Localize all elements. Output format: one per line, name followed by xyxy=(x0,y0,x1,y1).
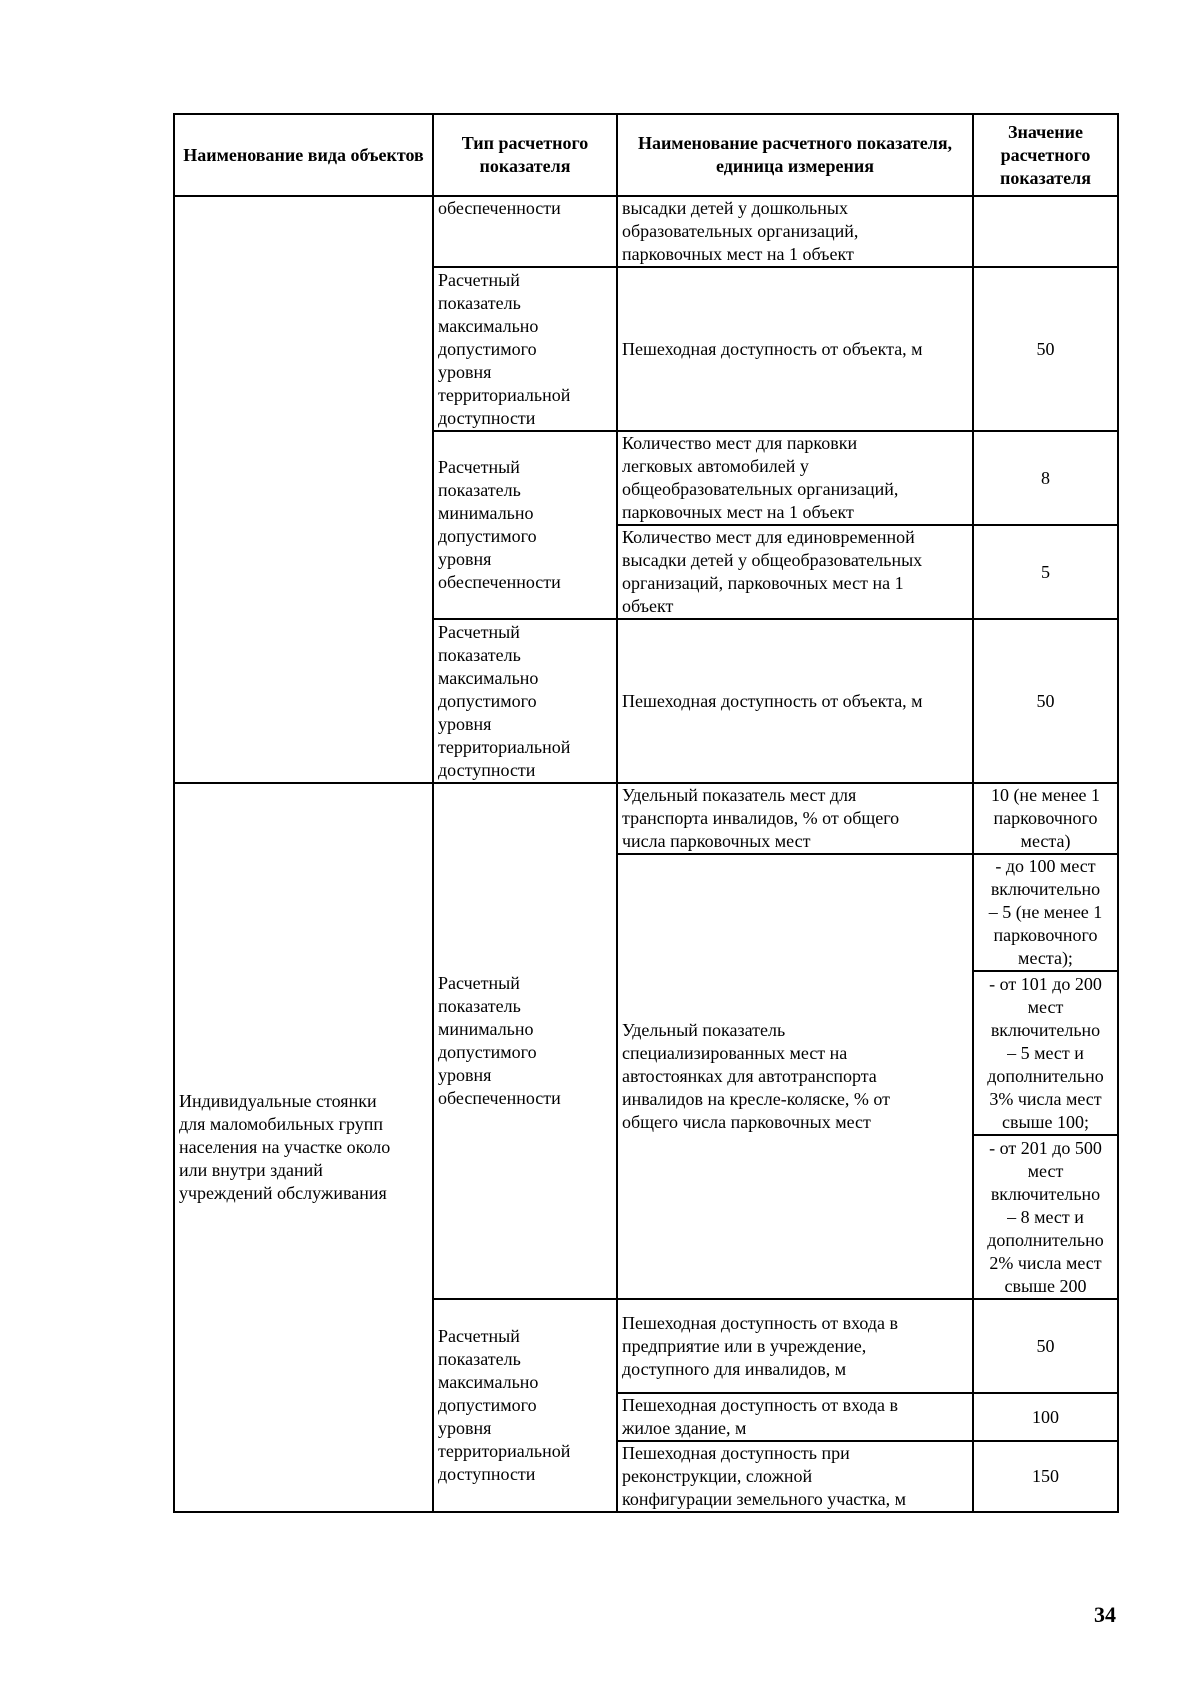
indicator-type-cell: Расчетный показатель минимально допустимого уровня обеспеченности xyxy=(433,783,617,1299)
indicators-table xyxy=(173,113,1119,1513)
header-indicator-value: Значение расчетного показателя xyxy=(973,114,1118,196)
indicator-name-cell: Пешеходная доступность от входа в предприятие или в учреждение, доступного для инвалидов, м xyxy=(617,1299,973,1393)
page-number: 34 xyxy=(1094,1602,1116,1627)
table-row xyxy=(174,783,1118,854)
indicator-value-cell xyxy=(973,196,1118,267)
object-cell: Индивидуальные стоянки для маломобильных групп населения на участке около или внутри зданий учреждений обслуживания xyxy=(174,783,433,1512)
indicator-value-cell: 150 xyxy=(973,1441,1118,1512)
indicator-value-cell: 5 xyxy=(973,525,1118,619)
indicator-name-cell: Удельный показатель специализированных мест на автостоянках для автотранспорта инвалидов на кресле-коляске, % от общего числа парковочных мест xyxy=(617,854,973,1299)
indicator-name-cell: Пешеходная доступность при реконструкции, сложной конфигурации земельного участка, м xyxy=(617,1441,973,1512)
header-indicator-type: Тип расчетного показателя xyxy=(433,114,617,196)
indicator-name-cell: высадки детей у дошкольных образовательных организаций, парковочных мест на 1 объект xyxy=(617,196,973,267)
indicator-name-cell: Пешеходная доступность от объекта, м xyxy=(617,267,973,431)
indicator-type-cell: обеспеченности xyxy=(433,196,617,267)
indicator-value-cell: 100 xyxy=(973,1393,1118,1441)
indicator-value-cell: 10 (не менее 1 парковочного места) xyxy=(973,783,1118,854)
indicator-type-cell: Расчетный показатель максимально допустимого уровня территориальной доступности xyxy=(433,619,617,783)
indicator-name-cell: Пешеходная доступность от входа в жилое здание, м xyxy=(617,1393,973,1441)
indicator-value-cell: - до 100 мест включительно – 5 (не менее 1 парковочного места); xyxy=(973,854,1118,971)
indicator-name-cell: Количество мест для единовременной высадки детей у общеобразовательных организаций, парковочных мест на 1 объект xyxy=(617,525,973,619)
table-row xyxy=(174,196,1118,267)
indicator-type-cell: Расчетный показатель минимально допустимого уровня обеспеченности xyxy=(433,431,617,619)
indicator-type-cell: Расчетный показатель максимально допустимого уровня территориальной доступности xyxy=(433,267,617,431)
indicator-value-cell: - от 101 до 200 мест включительно – 5 мест и дополнительно 3% числа мест свыше 100; xyxy=(973,971,1118,1135)
header-object-type: Наименование вида объектов xyxy=(174,114,433,196)
object-cell-empty xyxy=(174,196,433,783)
indicator-name-cell: Удельный показатель мест для транспорта инвалидов, % от общего числа парковочных мест xyxy=(617,783,973,854)
indicator-name-cell: Пешеходная доступность от объекта, м xyxy=(617,619,973,783)
indicator-value-cell: - от 201 до 500 мест включительно – 8 мест и дополнительно 2% числа мест свыше 200 xyxy=(973,1135,1118,1299)
indicator-type-cell: Расчетный показатель максимально допустимого уровня территориальной доступности xyxy=(433,1299,617,1512)
indicator-value-cell: 50 xyxy=(973,267,1118,431)
indicator-value-cell: 8 xyxy=(973,431,1118,525)
table-header-row xyxy=(174,114,1118,196)
indicator-value-cell: 50 xyxy=(973,1299,1118,1393)
indicator-value-cell: 50 xyxy=(973,619,1118,783)
indicator-name-cell: Количество мест для парковки легковых автомобилей у общеобразовательных организаций, парковочных мест на 1 объект xyxy=(617,431,973,525)
header-indicator-name: Наименование расчетного показателя, единица измерения xyxy=(617,114,973,196)
